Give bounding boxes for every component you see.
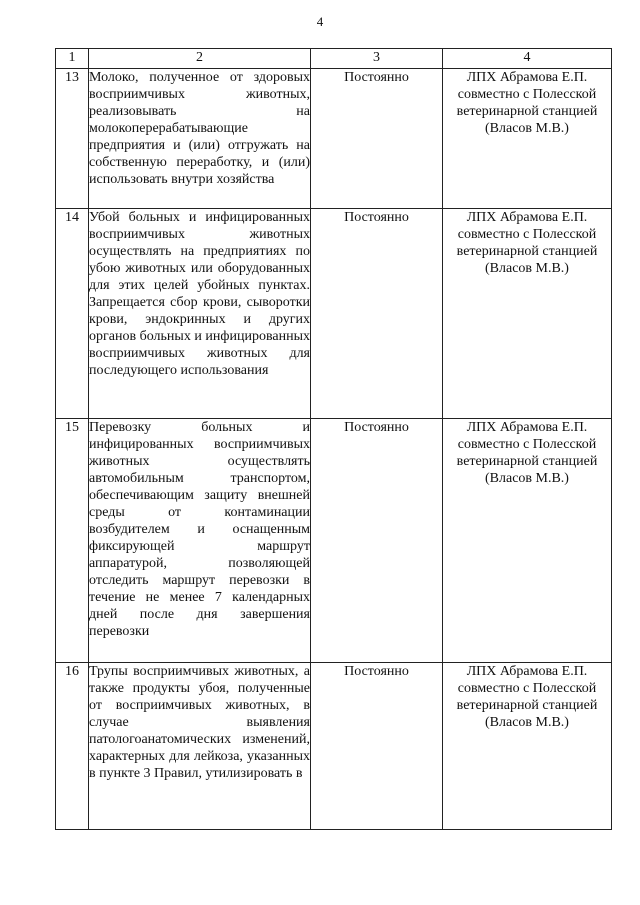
row-number: 15 — [56, 419, 89, 663]
row-number: 14 — [56, 209, 89, 419]
period-text: Постоянно — [311, 69, 443, 209]
responsible-text: ЛПХ Абрамова Е.П. совместно с Полесской ветеринарной станцией (Власов М.В.) — [443, 209, 612, 419]
column-header-responsible: 4 — [443, 49, 612, 69]
period-text: Постоянно — [311, 209, 443, 419]
table-row — [56, 209, 612, 419]
responsible-text: ЛПХ Абрамова Е.П. совместно с Полесской ветеринарной станцией (Власов М.В.) — [443, 69, 612, 209]
measure-text: Убой больных и инфицированных восприимчивых животных осуществлять на предприятиях по убою животных или оборудованных для этих целей убойных пунктах. Запрещается сбор крови, сыворотки крови, эндокринных и других органов больных и инфицированных восприимчивых животных для последующего использования — [89, 209, 311, 419]
measure-text: Молоко, полученное от здоровых восприимчивых животных, реализовывать на молокоперерабатывающие предприятия и (или) отгружать на собственную переработку, и (или) использовать внутри хозяйства — [89, 69, 311, 209]
row-number: 13 — [56, 69, 89, 209]
measure-text: Перевозку больных и инфицированных восприимчивых животных осуществлять автомобильным транспортом, обеспечивающим защиту внешней среды от контаминации возбудителем и оснащенным фиксирующей маршрут аппаратурой, позволяющей отследить маршрут перевозки в течение не менее 7 календарных дней после дня завершения перевозки — [89, 419, 311, 663]
column-header-period: 3 — [311, 49, 443, 69]
table-header-row — [56, 49, 612, 69]
responsible-text: ЛПХ Абрамова Е.П. совместно с Полесской ветеринарной станцией (Власов М.В.) — [443, 419, 612, 663]
table-row — [56, 69, 612, 209]
table-row — [56, 663, 612, 830]
column-header-measure: 2 — [89, 49, 311, 69]
period-text: Постоянно — [311, 419, 443, 663]
measures-table — [55, 48, 612, 830]
responsible-text: ЛПХ Абрамова Е.П. совместно с Полесской ветеринарной станцией (Власов М.В.) — [443, 663, 612, 830]
column-header-number: 1 — [56, 49, 89, 69]
page-number: 4 — [316, 14, 324, 29]
row-number: 16 — [56, 663, 89, 830]
period-text: Постоянно — [311, 663, 443, 830]
measure-text: Трупы восприимчивых животных, а также продукты убоя, полученные от восприимчивых животных, в случае выявления патологоанатомических изменений, характерных для лейкоза, указанных в пункте 3 Правил, утилизировать в — [89, 663, 311, 830]
table-row — [56, 419, 612, 663]
